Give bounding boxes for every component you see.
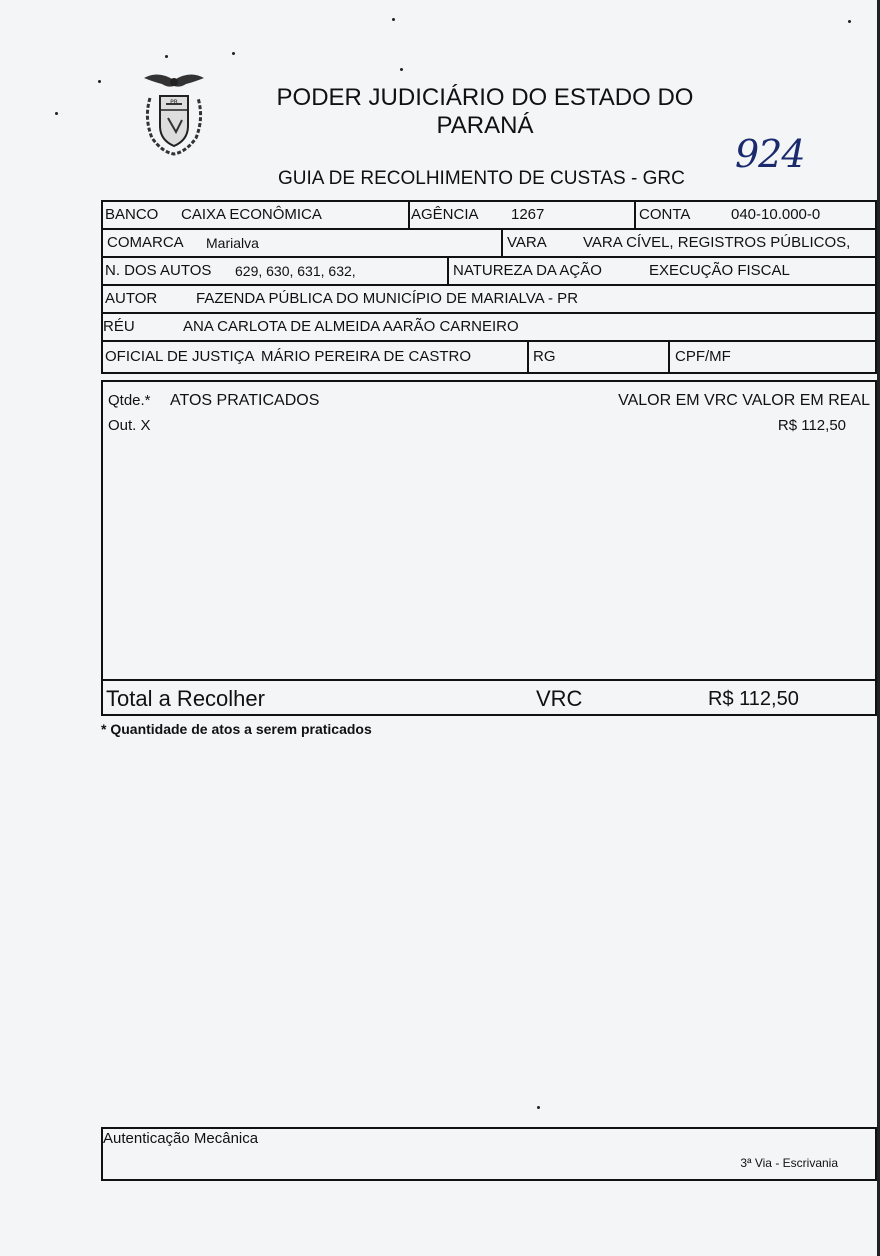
divider	[634, 202, 636, 228]
vara-value: VARA CÍVEL, REGISTROS PÚBLICOS,	[583, 234, 851, 251]
banco-value: CAIXA ECONÔMICA	[181, 206, 322, 223]
divider	[527, 342, 529, 372]
banco-label: BANCO	[105, 206, 159, 223]
agencia-value: 1267	[511, 206, 545, 223]
oficial-value: MÁRIO PEREIRA DE CASTRO	[261, 348, 472, 365]
autenticacao-label: Autenticação Mecânica	[103, 1130, 259, 1147]
svg-text:PR: PR	[170, 99, 178, 106]
vara-label: VARA	[507, 234, 547, 251]
handwritten-page-number: 924	[735, 132, 805, 176]
reu-value: ANA CARLOTA DE ALMEIDA AARÃO CARNEIRO	[183, 318, 519, 335]
agencia-label: AGÊNCIA	[411, 206, 479, 223]
conta-value: 040-10.000-0	[731, 206, 821, 223]
divider	[668, 342, 670, 372]
atos-header: ATOS PRATICADOS	[170, 392, 320, 409]
autos-row	[101, 258, 877, 286]
total-real-value: R$ 112,50	[708, 688, 799, 710]
act-row-qtde: Out. X	[108, 417, 151, 434]
autor-value: FAZENDA PÚBLICA DO MUNICÍPIO DE MARIALVA - PR	[196, 290, 579, 307]
autos-label: N. DOS AUTOS	[105, 262, 212, 279]
reu-label: RÉU	[103, 318, 135, 335]
scan-speck	[537, 1106, 540, 1109]
comarca-row	[101, 230, 877, 258]
autos-value: 629, 630, 631, 632,	[235, 263, 356, 279]
reu-row	[101, 314, 877, 342]
scan-speck	[165, 55, 168, 58]
coat-of-arms-icon	[136, 68, 212, 158]
rg-label: RG	[533, 348, 556, 365]
conta-label: CONTA	[639, 206, 691, 223]
autor-row	[101, 286, 877, 314]
acts-table	[101, 380, 877, 716]
oficial-label: OFICIAL DE JUSTIÇA	[105, 348, 255, 365]
natureza-label: NATUREZA DA AÇÃO	[453, 262, 602, 279]
form-subtitle: GUIA DE RECOLHIMENTO DE CUSTAS - GRC	[278, 168, 685, 189]
scan-speck	[232, 52, 235, 55]
oficial-row	[101, 342, 877, 374]
total-label: Total a Recolher	[106, 686, 265, 711]
via-label: 3ª Via - Escrivania	[740, 1156, 838, 1170]
scan-speck	[400, 68, 403, 71]
natureza-value: EXECUÇÃO FISCAL	[649, 262, 790, 279]
scan-speck	[392, 18, 395, 21]
divider	[501, 230, 503, 256]
footnote: * Quantidade de atos a serem praticados	[101, 721, 372, 737]
valor-header: VALOR EM VRC VALOR EM REAL	[618, 392, 870, 409]
total-vrc-label: VRC	[536, 686, 583, 711]
autor-label: AUTOR	[105, 290, 158, 307]
comarca-label: COMARCA	[107, 234, 184, 251]
cpf-label: CPF/MF	[675, 348, 731, 365]
title-line-1: PODER JUDICIÁRIO DO ESTADO DO	[276, 84, 694, 111]
page-title	[250, 84, 720, 140]
scan-speck	[848, 20, 851, 23]
total-divider	[101, 679, 877, 681]
divider	[447, 258, 449, 284]
divider	[408, 202, 410, 228]
scan-speck	[55, 112, 58, 115]
bank-row	[101, 202, 877, 230]
qtde-header: Qtde.*	[108, 392, 151, 409]
comarca-value: Marialva	[206, 235, 259, 251]
scan-speck	[98, 80, 101, 83]
act-row-valor-real: R$ 112,50	[777, 417, 846, 434]
title-line-2: PARANÁ	[436, 112, 534, 139]
